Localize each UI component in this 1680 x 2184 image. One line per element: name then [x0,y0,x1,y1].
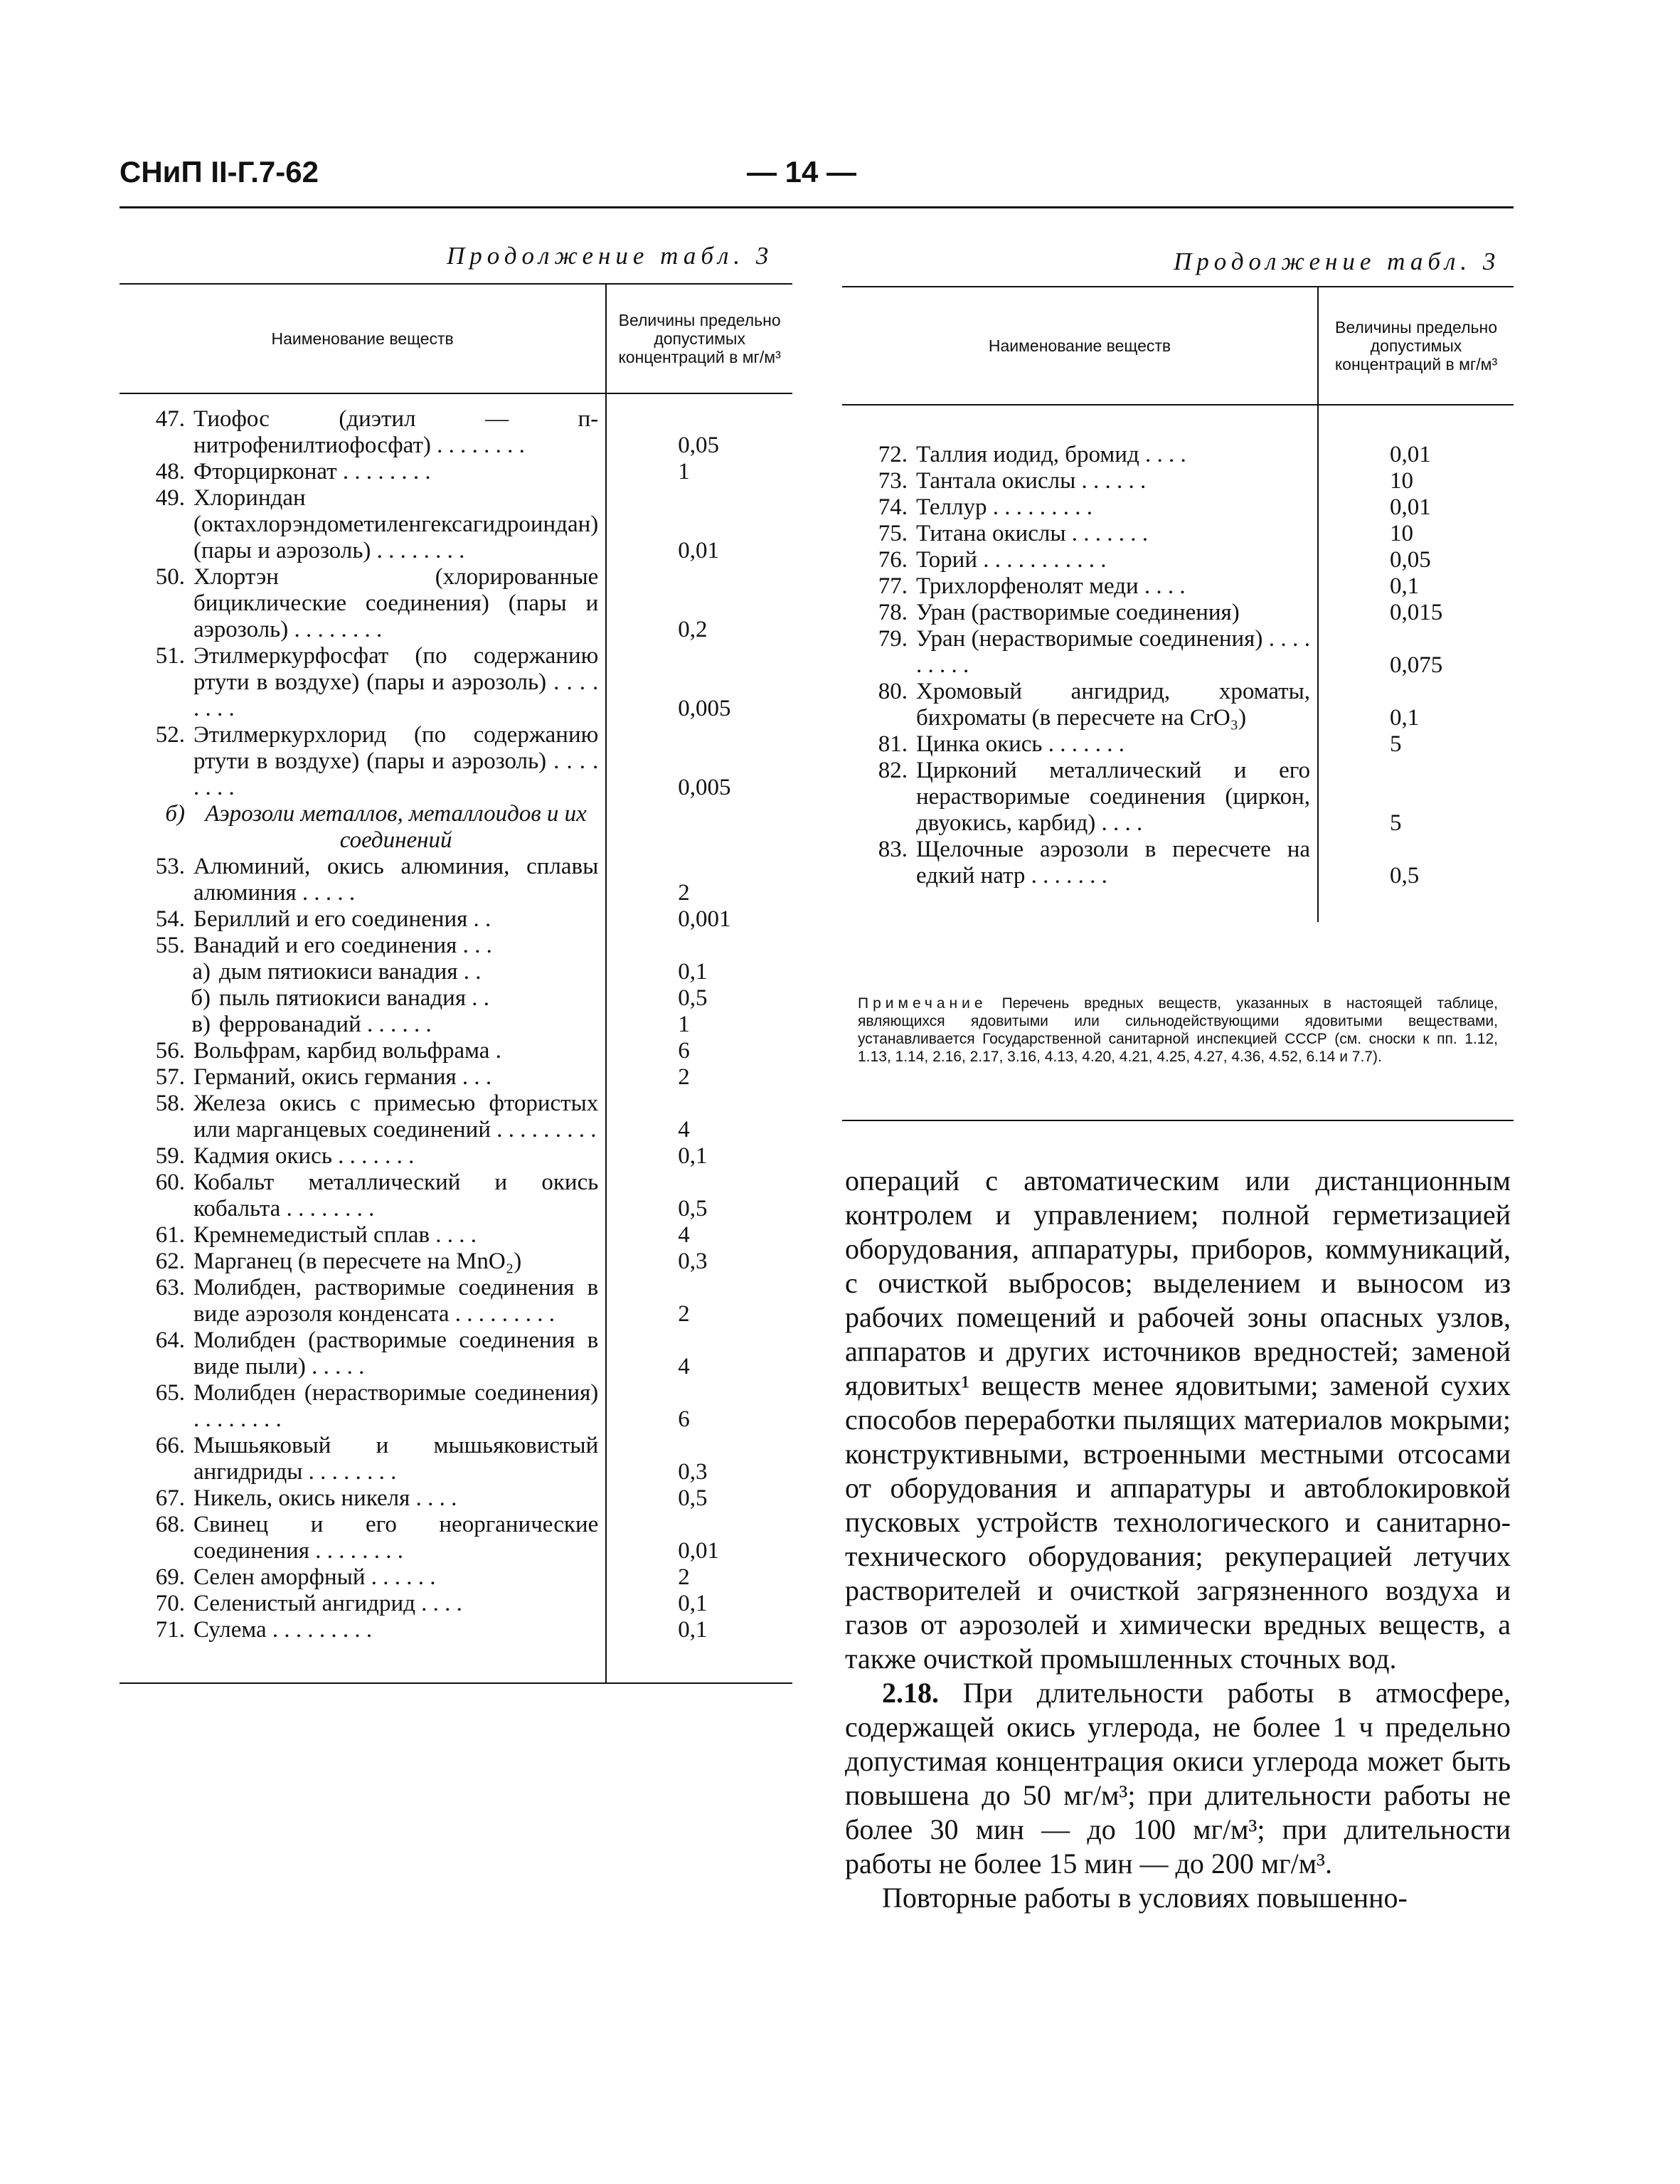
concentration-value: 1 [678,1012,690,1037]
substance-name-cell [119,1064,606,1091]
spacer-row [842,405,1514,442]
substance-name: феррованадий . . . . . . [219,1012,432,1037]
row-number: 77. [878,573,908,599]
substance-name-cell [842,494,1318,521]
row-number: 72. [878,442,908,467]
substance-name: Торий . . . . . . . . . . . [916,547,1107,573]
substance-name-cell [842,626,1318,679]
substance-name: Тиофос (диэтил — п-нитрофенилтиофосфат) . . . . . . . . [193,406,599,458]
left-col-name-header: Наименование веществ [119,284,606,393]
substance-name-cell [119,1143,606,1170]
substance-name-cell [119,1327,606,1380]
concentration-value: 0,005 [678,775,731,800]
spacer-cell [119,1643,606,1683]
table-row [119,933,792,959]
substance-name-cell [119,1275,606,1327]
spacer-row [842,889,1514,922]
row-number: 47. [155,406,185,432]
substance-name: Кремнемедистый сплав . . . . [193,1222,477,1248]
row-number: 48. [155,459,185,484]
concentration-value: 4 [678,1117,690,1143]
substance-name: Мышьяковый и мышьяковистый ангидриды . . . . . . . . [193,1433,599,1485]
table-row [119,459,792,485]
substance-name: Молибден (растворимые соединения в виде пыли) . . . . . [193,1327,599,1379]
row-number: в) [191,1012,211,1037]
row-number: 58. [155,1091,185,1116]
section-heading [119,801,606,854]
table-row [119,1222,792,1249]
section-number: б) [165,801,185,827]
table-row [119,1091,792,1143]
concentration-value: 0,001 [678,906,731,932]
concentration-value: 0,05 [678,433,720,458]
table-row [119,1038,792,1064]
concentration-value: 0,1 [678,959,708,985]
table-row [119,1380,792,1433]
substance-name-cell [119,1380,606,1433]
row-number: 67. [155,1485,185,1511]
row-number: 70. [155,1591,185,1616]
concentration-value: 0,015 [1390,600,1443,625]
substance-name-cell [119,1591,606,1617]
row-number: б) [191,985,211,1011]
note-label: Примечание [858,995,987,1012]
row-number: 75. [878,521,908,546]
table-row [119,722,792,801]
paragraph-continued: Повторные работы в условиях повышенно- [882,1882,1408,1914]
row-number: 55. [155,933,185,958]
concentration-value: 5 [1390,810,1402,836]
row-number: 54. [155,906,185,932]
substance-name-cell [119,1249,606,1275]
note-rule [842,1120,1514,1121]
row-number: 56. [155,1038,185,1064]
clause-number: 2.18. [882,1677,939,1709]
row-number: 68. [155,1512,185,1537]
substance-name: Германий, окись германия . . . [193,1064,492,1090]
substance-name: Этилмеркурхлорид (по содержанию ртути в воздухе) (пары и аэрозоль) . . . . . . . . [193,722,599,800]
substance-name-cell [842,600,1318,626]
spacer-cell [1318,405,1514,442]
row-number: 52. [155,722,185,748]
concentration-value: 0,01 [678,538,720,563]
table-row [842,626,1514,679]
substance-name: Трихлорфенолят меди . . . . [916,573,1186,599]
paragraph-2-18 [845,1676,1511,1881]
row-number: 80. [878,679,908,704]
substance-name: Цинка окись . . . . . . . [916,731,1125,757]
substance-name: Хромовый ангидрид, хроматы, бихроматы (в пересчете на CrO₃) [916,679,1310,731]
row-number: 69. [155,1564,185,1590]
substance-name: Уран (нерастворимые соединения) . . . . . . . . . [916,626,1310,678]
row-number: 65. [155,1380,185,1406]
substance-name: Никель, окись никеля . . . . [193,1485,457,1511]
substance-name-cell [119,643,606,722]
row-number: 59. [155,1143,185,1169]
substance-name-cell [119,1222,606,1249]
concentration-value: 10 [1390,521,1413,546]
substance-name-cell [842,679,1318,731]
substance-name: Марганец (в пересчете на MnO₂) [193,1249,522,1274]
substance-name: Цирконий металлический и его нерастворимые соединения (циркон, двуокись, карбид) . . . . [916,758,1310,836]
substance-name: Свинец и его неорганические соединения . . . . . . . . [193,1512,599,1564]
row-number: 76. [878,547,908,573]
left-table-caption: Продолжение табл. 3 [447,242,774,270]
concentration-value: 0,01 [1390,494,1431,520]
substance-name: Уран (растворимые соединения) [916,600,1240,625]
concentration-value: 2 [678,1301,690,1327]
concentration-value: 0,1 [678,1143,708,1169]
substance-name: Хлориндан (октахлорэндометиленгексагидроиндан) (пары и аэрозоль) . . . . . . . . [193,485,599,563]
body-text [845,1164,1511,1915]
left-col-value-header: Величины предельно допустимых концентраций в мг/м³ [606,284,792,393]
substance-name-cell [119,1433,606,1485]
table-row [842,679,1514,731]
concentration-value: 6 [678,1038,690,1064]
substance-name: Бериллий и его соединения . . [193,906,491,932]
row-number: 79. [878,626,908,652]
table-row [119,1170,792,1222]
substance-name: Молибден, растворимые соединения в виде аэрозоля конденсата . . . . . . . . . [193,1275,599,1327]
concentration-value: 0,5 [678,985,708,1011]
right-col-value-header: Величины предельно допустимых концентраций в мг/м³ [1318,287,1514,405]
substance-name: Хлортэн (хлорированные бициклические соединения) (пары и аэрозоль) . . . . . . . . [193,564,599,642]
substance-name-cell [842,521,1318,547]
substance-name: Таллия иодид, бромид . . . . [916,442,1186,467]
concentration-value: 4 [678,1354,690,1379]
substance-name-cell [119,722,606,801]
substance-name: дым пятиокиси ванадия . . [219,959,482,985]
row-number: 49. [155,485,185,511]
left-table [119,283,792,1684]
row-number: 61. [155,1222,185,1248]
substance-name-cell [119,1091,606,1143]
table-row [119,1485,792,1512]
row-number: 83. [878,837,908,862]
row-number: 74. [878,494,908,520]
substance-name-cell [842,731,1318,758]
table-row [119,1143,792,1170]
table-row [119,406,792,459]
row-number: 51. [155,643,185,669]
right-table [842,286,1514,922]
concentration-value: 5 [1390,731,1402,757]
section-value-cell [606,801,792,854]
substance-name-cell [119,906,606,933]
concentration-value: 0,1 [1390,573,1420,599]
table-row [842,731,1514,758]
substance-name: Теллур . . . . . . . . . [916,494,1092,520]
table-row [119,854,792,906]
substance-name-cell [119,459,606,485]
row-number: 53. [155,854,185,879]
table-row [119,643,792,722]
concentration-value: 0,5 [678,1485,708,1511]
table-row [842,547,1514,573]
concentration-value: 2 [678,1064,690,1090]
table-row [119,1012,792,1038]
substance-name: Кобальт металлический и окись кобальта . . . . . . . . [193,1170,599,1221]
substance-name-cell [119,1617,606,1643]
clause-text: При длительности работы в атмосфере, содержащей окись углерода, не более 1 ч предельно допустимая концентрация окиси углерода может быть повышена до 50 мг/м³; при длительности работы не более 30 мин — до 100 мг/м³; при длительности работы не более 15 мин — до 200 мг/м³. [845,1677,1511,1880]
table-row [119,485,792,564]
substance-name-cell [119,933,606,959]
substance-name-cell [842,758,1318,837]
right-table-caption: Продолжение табл. 3 [1174,248,1501,275]
substance-name: Этилмеркурфосфат (по содержанию ртути в воздухе) (пары и аэрозоль) . . . . . . . . [193,643,599,721]
table-row [119,1617,792,1643]
substance-name-cell [119,1038,606,1064]
paragraph-continuation: операций с автоматическим или дистанционным контролем и управлением; полной герметизацией оборудования, аппаратуры, приборов, коммуникаций, с очисткой выбросов; выделением и выносом из рабочих помещений и рабочей зоны опасных узлов, аппаратов и других источников вредностей; заменой ядовитых¹ веществ менее ядовитыми; заменой сухих способов переработки пылящих материалов мокрыми; конструктивными, встроенными местными отсосами от оборудования и аппаратуры и автоблокировкой пусковых устройств технологического и санитарно-технического оборудования; рекуперацией летучих растворителей и очисткой загрязненного воздуха и газов от аэрозолей и химически вредных веществ, а также очисткой промышленных сточных вод. [845,1165,1511,1675]
table-row [119,906,792,933]
concentration-value: 2 [678,880,690,906]
concentration-value: 0,01 [678,1538,720,1564]
right-col-name-header: Наименование веществ [842,287,1318,405]
substance-name: Фторцирконат . . . . . . . . [193,459,431,484]
section-heading-row [119,801,792,854]
row-number: 63. [155,1275,185,1300]
table-row [119,1064,792,1091]
table-row [119,564,792,643]
table-row [842,494,1514,521]
substance-name-cell [119,1170,606,1222]
row-number: 60. [155,1170,185,1195]
substance-name-cell [842,468,1318,494]
concentration-value [606,933,792,959]
substance-name: Щелочные аэрозоли в пересчете на едкий натр . . . . . . . [916,837,1310,889]
concentration-value: 0,075 [1390,652,1443,678]
row-number: 81. [878,731,908,757]
table-row [842,837,1514,889]
spacer-cell [119,393,606,406]
row-number: 71. [155,1617,185,1643]
table-row [842,442,1514,468]
concentration-value: 0,2 [678,617,708,642]
substance-name-cell [842,837,1318,889]
concentration-value: 0,005 [678,696,731,721]
table-row [842,573,1514,600]
row-number: 62. [155,1249,185,1274]
note-text: Перечень вредных веществ, указанных в настоящей таблице, являющихся ядовитыми или сильнодействующими ядовитыми веществами, устанавливается Государственной санитарной инспекцией СССР (см. сноски к пп. 1.12, 1.13, 1.14, 2.16, 2.17, 3.16, 4.13, 4.20, 4.21, 4.25, 4.27, 4.36, 4.52, 6.14 и 7.7). [858,995,1498,1065]
concentration-value: 0,3 [678,1249,708,1274]
row-number: а) [192,959,211,985]
spacer-cell [1318,889,1514,922]
spacer-cell [842,889,1318,922]
table-note [858,995,1498,1066]
concentration-value: 0,5 [1390,863,1420,889]
spacer-row [119,1643,792,1683]
header-rule [119,206,1514,208]
table-row [119,985,792,1012]
concentration-value: 0,05 [1390,547,1431,573]
row-number: 82. [878,758,908,783]
spacer-cell [606,1643,792,1683]
substance-name-cell [842,442,1318,468]
concentration-value: 2 [678,1564,690,1590]
table-row [119,1433,792,1485]
section-title: Аэрозоли металлов, металлоидов и их соединений [205,801,587,853]
concentration-value: 1 [678,459,690,484]
concentration-value: 4 [678,1222,690,1248]
table-row [119,1249,792,1275]
substance-name-cell [119,854,606,906]
substance-name: Железа окись с примесью фтористых или марганцевых соединений . . . . . . . . . [193,1091,599,1143]
substance-name: Ванадий и его соединения . . . [193,933,492,958]
table-row [119,1564,792,1591]
substance-name-cell [119,406,606,459]
concentration-value: 6 [678,1406,690,1432]
substance-name: Тантала окислы . . . . . . [916,468,1147,494]
substance-name-cell [119,1012,606,1038]
row-number: 57. [155,1064,185,1090]
concentration-value: 0,1 [678,1617,708,1643]
spacer-cell [606,393,792,406]
substance-name-cell [842,547,1318,573]
substance-name: Титана окислы . . . . . . . [916,521,1149,546]
substance-name-cell [119,564,606,643]
substance-name: Кадмия окись . . . . . . . [193,1143,415,1169]
row-number: 78. [878,600,908,625]
document-code: СНиП II-Г.7-62 [119,155,319,189]
table-row [842,600,1514,626]
substance-name: Вольфрам, карбид вольфрама . [193,1038,501,1064]
row-number: 50. [155,564,185,590]
substance-name-cell [119,1512,606,1564]
concentration-value: 0,1 [678,1591,708,1616]
table-row [119,1591,792,1617]
row-number: 64. [155,1327,185,1353]
concentration-value: 10 [1390,468,1413,494]
table-row [842,521,1514,547]
substance-name-cell [119,985,606,1012]
spacer-row [119,393,792,406]
table-row [842,468,1514,494]
substance-name: Алюминий, окись алюминия, сплавы алюминия . . . . . [193,854,599,906]
substance-name: Молибден (нерастворимые соединения) . . . . . . . . [193,1380,599,1432]
concentration-value: 0,01 [1390,442,1431,467]
substance-name-cell [119,1564,606,1591]
table-row [119,1275,792,1327]
table-row [842,758,1514,837]
substance-name: Селен аморфный . . . . . . [193,1564,436,1590]
substance-name: пыль пятиокиси ванадия . . [219,985,489,1011]
row-number: 73. [878,468,908,494]
table-row [119,1327,792,1380]
concentration-value: 0,3 [678,1459,708,1485]
concentration-value: 0,1 [1390,705,1420,731]
page-number: — 14 — [747,155,857,189]
concentration-value: 0,5 [678,1196,708,1221]
substance-name-cell [842,573,1318,600]
spacer-cell [842,405,1318,442]
substance-name-cell [119,959,606,985]
table-row [119,959,792,985]
substance-name-cell [119,485,606,564]
substance-name: Сулема . . . . . . . . . [193,1617,373,1643]
row-number: 66. [155,1433,185,1458]
substance-name-cell [119,1485,606,1512]
substance-name: Селенистый ангидрид . . . . [193,1591,462,1616]
table-row [119,1512,792,1564]
